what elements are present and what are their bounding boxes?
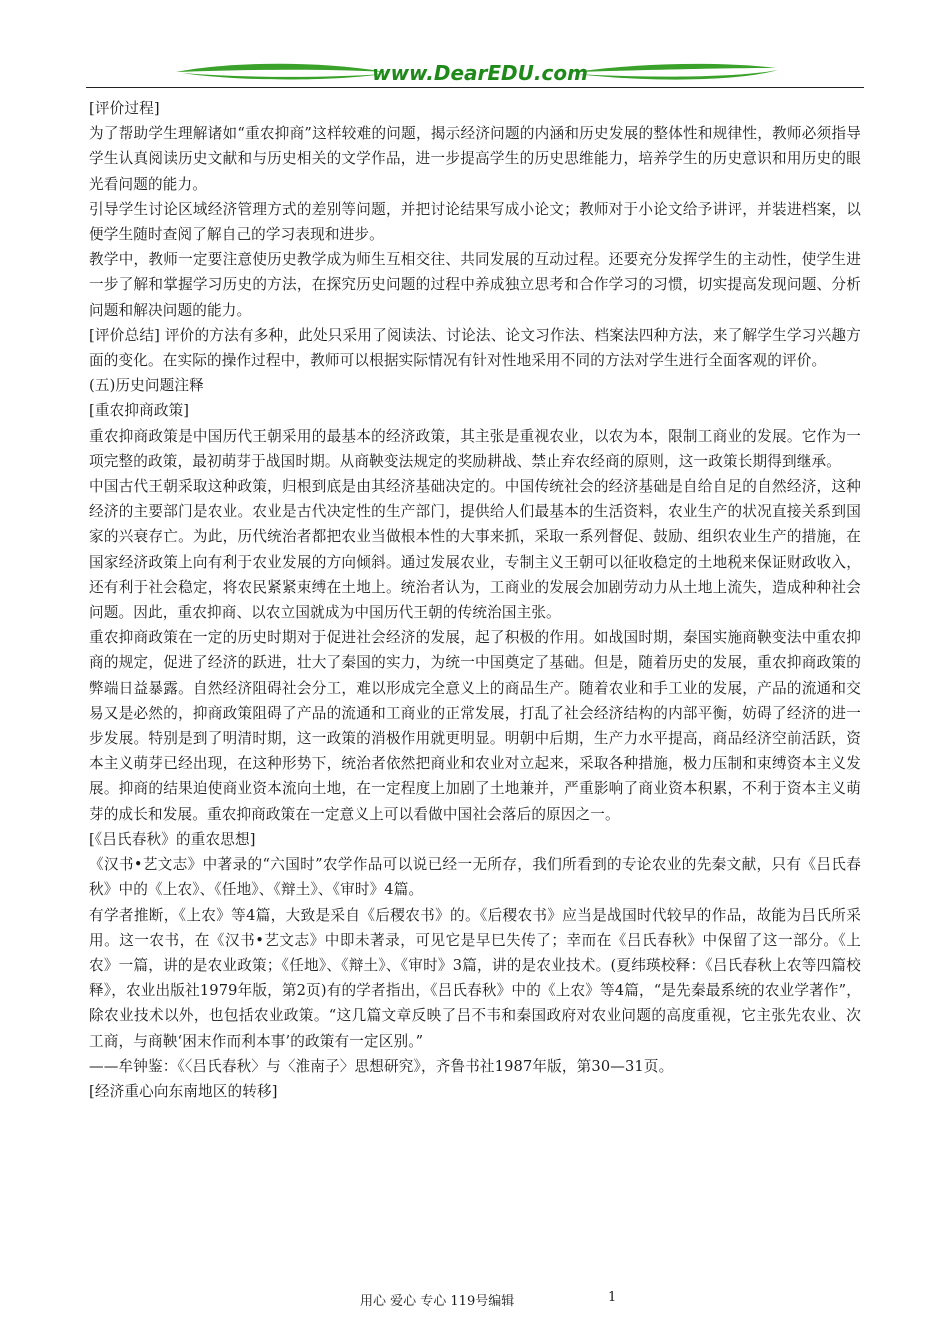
document-body	[89, 96, 861, 1104]
paragraph: 有学者推断，《上农》等4篇，大致是采自《后稷农书》的。《后稷农书》应当是战国时代较早的作品，故能为吕氏所采用。这一农书，在《汉书•艺文志》中即未著录，可见它是早巳失传了；幸而在《吕氏春秋》中保留了这一部分。《上农》一篇，讲的是农业政策；《任地》、《辩土》、《审时》3篇，讲的是农业技术。(夏纬瑛校释：《吕氏春秋上农等四篇校释》，农业出版社1979年版，第2页)有的学者指出，《吕氏春秋》中的《上农》等4篇，“是先秦最系统的农业学著作”，除农业技术以外，也包括农业政策。“这几篇文章反映了吕不韦和秦国政府对农业问题的高度重视，它主张先农业、次工商，与商鞅‘困末作而利本事’的政策有一定区别。”	[89, 906, 861, 1050]
paragraph: 中国古代王朝采取这种政策，归根到底是由其经济基础决定的。中国传统社会的经济基础是自给自足的自然经济，这种经济的主要部门是农业。农业是古代决定性的生产部门，提供给人们最基本的生活资料，农业生产的状况直接关系到国家的兴衰存亡。为此，历代统治者都把农业当做根本性的大事来抓，采取一系列督促、鼓励、组织农业生产的措施，在国家经济政策上向有利于农业发展的方向倾斜。通过发展农业，专制主义王朝可以征收稳定的土地税来保证财政收入，还有利于社会稳定，将农民紧紧束缚在土地上。统治者认为，工商业的发展会加剧劳动力从土地上流失，造成种种社会问题。因此，重农抑商、以农立国就成为中国历代王朝的传统治国主张。	[89, 478, 861, 622]
heading-policy: [重农抑商政策]	[89, 402, 190, 420]
heading-lushi-chunqiu: [《吕氏春秋》的重农思想]	[89, 830, 256, 848]
site-header-logo	[86, 56, 864, 90]
page-footer	[0, 1290, 950, 1310]
paragraph: 教学中，教师一定要注意使历史教学成为师生互相交往、共同发展的互动过程。还要充分发挥学生的主动性，使学生进一步了解和掌握学习历史的方法，在探究历史问题的过程中养成独立思考和合作学习的习惯，切实提高发现问题、分析问题和解决问题的能力。	[89, 251, 861, 319]
paragraph: 引导学生讨论区域经济管理方式的差别等问题，并把讨论结果写成小论文；教师对于小论文给予讲评，并装进档案，以便学生随时查阅了解自己的学习表现和进步。	[89, 200, 861, 244]
page-number: 1	[608, 1290, 617, 1305]
paragraph: 重农抑商政策是中国历代王朝采用的最基本的经济政策，其主张是重视农业，以农为本，限制工商业的发展。它作为一项完整的政策，最初萌芽于战国时期。从商鞅变法规定的奖励耕战、禁止弃农经商的原则，这一政策长期得到继承。	[89, 427, 861, 470]
site-url-text: www.DearEDU.com	[372, 61, 588, 85]
heading-economic-shift: [经济重心向东南地区的转移]	[89, 1082, 278, 1100]
citation: ——牟钟鉴：《〈吕氏春秋〉与〈淮南子〉思想研究》，齐鲁书社1987年版，第30—31页。	[89, 1057, 674, 1075]
paragraph-evaluation-summary: [评价总结] 评价的方法有多种，此处只采用了阅读法、讨论法、论文习作法、档案法四种方法，来了解学生学习兴趣方面的变化。在实际的操作过程中，教师可以根据实际情况有针对性地采用不同的方法对学生进行全面客观的评价。	[89, 326, 861, 370]
leaf-swoosh-logo	[86, 56, 864, 90]
paragraph: 为了帮助学生理解诸如“重农抑商”这样较难的问题，揭示经济问题的内涵和历史发展的整体性和规律性，教师必须指导学生认真阅读历史文献和与历史相关的文学作品，进一步提高学生的历史思维能力，培养学生的历史意识和用历史的眼光看问题的能力。	[89, 125, 861, 193]
heading-evaluation-process: [评价过程]	[89, 100, 160, 117]
paragraph: 重农抑商政策在一定的历史时期对于促进社会经济的发展，起了积极的作用。如战国时期，秦国实施商鞅变法中重农抑商的规定，促进了经济的跃进，壮大了秦国的实力，为统一中国奠定了基础。但是，随着历史的发展，重农抑商政策的弊端日益暴露。自然经济阻碍社会分工，难以形成完全意义上的商品生产。随着农业和手工业的发展，产品的流通和交易又是必然的，抑商政策阻碍了产品的流通和工商业的正常发展，打乱了社会经济结构的内部平衡，妨碍了经济的进一步发展。特别是到了明清时期，这一政策的消极作用就更明显。明朝中后期，生产力水平提高，商品经济空前活跃，资本主义萌芽已经出现，在这种形势下，统治者依然把商业和农业对立起来，采取各种措施，极力压制和束缚资本主义发展。抑商的结果迫使商业资本流向土地，在一定程度上加剧了土地兼并，严重影响了商业资本积累，不利于资本主义萌芽的成长和发展。重农抑商政策在一定意义上可以看做中国社会落后的原因之一。	[89, 629, 861, 823]
header-rule	[86, 87, 864, 88]
footer-text: 用心 爱心 专心 119号编辑	[360, 1294, 515, 1309]
section-heading: (五)历史问题注释	[89, 377, 204, 395]
paragraph: 《汉书•艺文志》中著录的“六国时”农学作品可以说已经一无所存，我们所看到的专论农业的先秦文献，只有《吕氏春秋》中的《上农》、《任地》、《辩土》、《审时》4篇。	[89, 856, 861, 899]
